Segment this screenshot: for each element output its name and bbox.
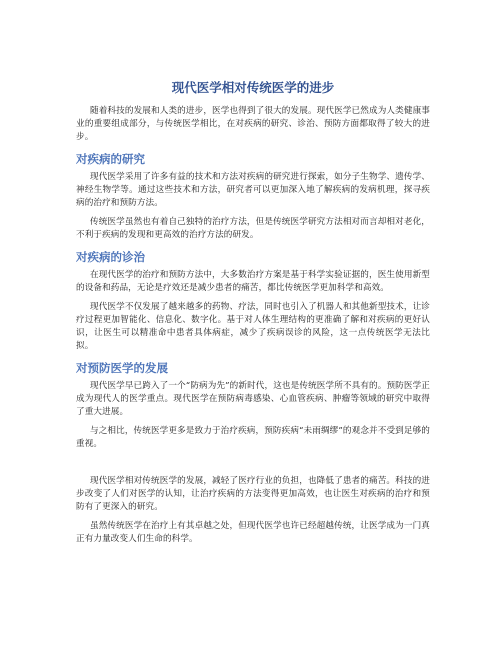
paragraph: 现代医学早已跨入了一个“防病为先”的新时代，这也是传统医学所不具有的。预防医学正成为现代人的医学重点。现代医学在预防病毒感染、心血管疾病、肿瘤等领域的研究中取得了重大进展。 [76, 381, 430, 417]
paragraph: 传统医学虽然也有着自己独特的治疗方法，但是传统医学研究方法相对而言却相对老化，不利于疾病的发现和更高效的治疗方法的研发。 [76, 217, 430, 240]
conclusion-paragraph: 现代医学相对传统医学的发展，减轻了医疗行业的负担，也降低了患者的痛苦。科技的进步改变了人们对医学的认知，让治疗疾病的方法变得更加高效，也让医生对疾病的治疗和预防有了更深入的研究。 [76, 476, 430, 512]
section-heading-research: 对疾病的研究 [76, 152, 145, 166]
paragraph: 在现代医学的治疗和预防方法中，大多数治疗方案是基于科学实验证据的，医生使用新型的设备和药品，无论是疗效还是减少患者的痛苦，都比传统医学更加科学和高效。 [76, 270, 430, 293]
paragraph: 与之相比，传统医学更多是致力于治疗疾病，预防疾病“未雨绸缪”的观念并不受到足够的重视。 [76, 426, 430, 449]
section-heading-diagnosis: 对疾病的诊治 [76, 250, 145, 264]
intro-paragraph: 随着科技的发展和人类的进步，医学也得到了很大的发展。现代医学已然成为人类健康事业的重要组成部分，与传统医学相比，在对疾病的研究、诊治、预防方面都取得了较大的进步。 [76, 106, 430, 142]
section-heading-prevention: 对预防医学的发展 [76, 361, 168, 375]
paragraph: 现代医学不仅发展了越来越多的药物、疗法，同时也引入了机器人和其他新型技术，让诊疗过程更加智能化、信息化、数字化。基于对人体生理结构的更准确了解和对疾病的更好认识，让医生可以精准命中患者具体病症，减少了疾病误诊的风险，这一点传统医学无法比拟。 [76, 302, 430, 351]
section-gap [76, 457, 430, 475]
conclusion-paragraph: 虽然传统医学在治疗上有其卓越之处，但现代医学也许已经超越传统，让医学成为一门真正有力量改变人们生命的科学。 [76, 521, 430, 544]
paragraph: 现代医学采用了许多有益的技术和方法对疾病的研究进行探索，如分子生物学、遗传学、神经生物学等。通过这些技术和方法，研究者可以更加深入地了解疾病的发病机理，探寻疾病的治疗和预防方法。 [76, 172, 430, 208]
page-title: 现代医学相对传统医学的进步 [171, 80, 335, 95]
